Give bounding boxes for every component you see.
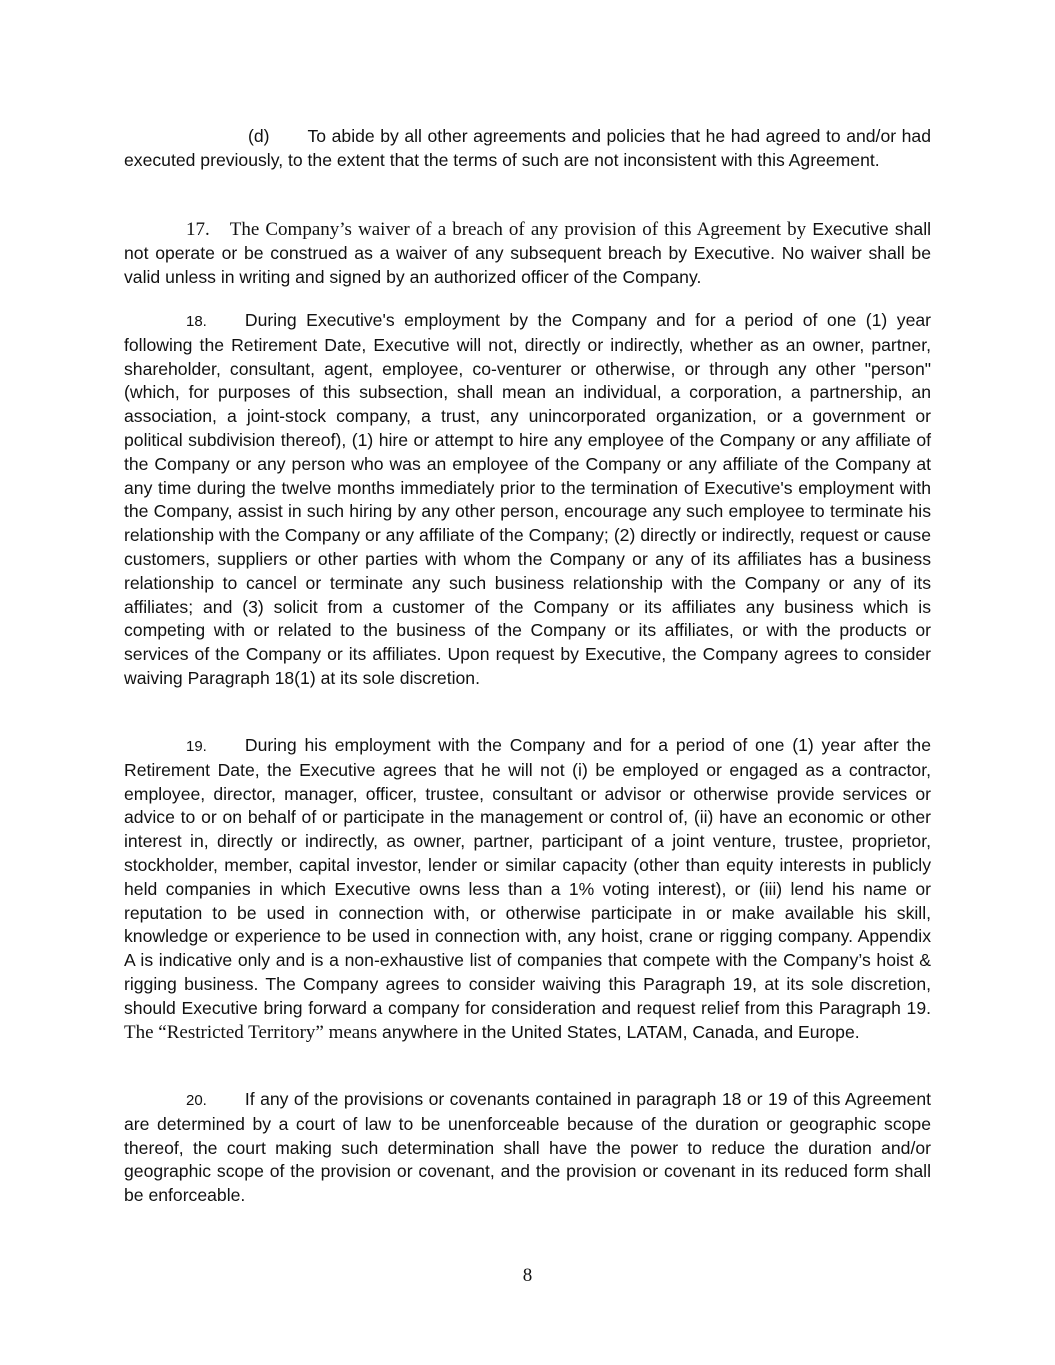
paragraph-19-text-b: anywhere in the United States, LATAM, Canada, and Europe.: [382, 1021, 860, 1042]
paragraph-18-text: During Executive's employment by the Company and for a period of one (1) year following the Retirement Date, Executive will not, directly or indirectly, whether as an owner, partner, shareholder, consultant, agent, employee, co-venturer or otherwise, or through any other "person" (which, for purposes of this subsection, shall mean an individual, a corporation, a partnership, an association, a joint-stock company, a trust, any unincorporated organization, or a government or political subdivision thereof), (1) hire or attempt to hire any employee of the Company or any affiliate of the Company or any person who was an employee of the Company or any affiliate of the Company at any time during the twelve months immediately prior to the termination of Executive's employment with the Company, assist in such hiring by any other person, encourage any such employee to terminate his relationship with the Company or any affiliate of the Company; (2) directly or indirectly, request or cause customers, suppliers or other parties with whom the Company or any of its affiliates has a business relationship to cancel or terminate any such business relationship with the Company or any of its affiliates; and (3) solicit from a customer of the Company or its affiliates any business which is competing with or related to the business of the Company or its affiliates, or with the products or services of the Company or its affiliates. Upon request by Executive, the Company agrees to consider waiving Paragraph 18(1) at its sole discretion.: [124, 310, 931, 688]
paragraph-18: [124, 309, 931, 691]
paragraph-19-number: 19.: [186, 738, 207, 755]
paragraph-17-number: 17.: [186, 219, 210, 240]
paragraph-17-serif-text: The Company’s waiver of a breach of any provision of this Agreement by: [229, 219, 807, 240]
paragraph-d-label: (d): [248, 126, 270, 146]
paragraph-17-text: Executive shall not operate or be construed as a waiver of any subsequent breach by Executive. No waiver shall be valid unless in writing and signed by an authorized officer of the Company.: [124, 219, 932, 287]
paragraph-20-number: 20.: [186, 1092, 207, 1109]
paragraph-20-text: If any of the provisions or covenants contained in paragraph 18 or 19 of this Agreement are determined by a court of law to be unenforceable because of the duration or geographic scope thereof, the court making such determination shall have the power to reduce the duration and/or geographic scope of the provision or covenant, and the provision or covenant in its reduced form shall be enforceable.: [124, 1089, 931, 1206]
paragraph-19-text-a: During his employment with the Company and for a period of one (1) year after the Retirement Date, the Executive agrees that he will not (i) be employed or engaged as a contractor, employee, director, manager, officer, trustee, consultant or advisor or otherwise provide services or advice to or on behalf of or participate in the management or control of, (ii) have an economic or other interest in, directly or indirectly, as owner, partner, participant of a joint venture, trustee, proprietor, stockholder, member, capital investor, lender or similar capacity (other than equity interests in publicly held companies in which Executive owns less than a 1% voting interest), or (iii) lend his name or reputation to be used in connection with, or otherwise participate in or make available his skill, knowledge or experience to be used in connection with, any hoist, crane or rigging company. Appendix A is indicative only and is a non-exhaustive list of companies that compete with the Company’s hoist & rigging business. The Company agrees to consider waiving this Paragraph 19, at its sole discretion, should Executive bring forward a company for consideration and request relief from this Paragraph 19.: [124, 735, 931, 1018]
paragraph-20: [124, 1088, 931, 1208]
paragraph-d-text: To abide by all other agreements and policies that he had agreed to and/or had executed previously, to the extent that the terms of such are not inconsistent with this Agreement.: [124, 126, 931, 170]
page-number: 8: [522, 1265, 533, 1286]
paragraph-19-serif-text: The “Restricted Territory” means: [124, 1021, 378, 1043]
paragraph-19: [124, 734, 931, 1044]
paragraph-18-number: 18.: [186, 313, 207, 330]
paragraph-d: [124, 125, 931, 173]
paragraph-17: [124, 218, 931, 289]
